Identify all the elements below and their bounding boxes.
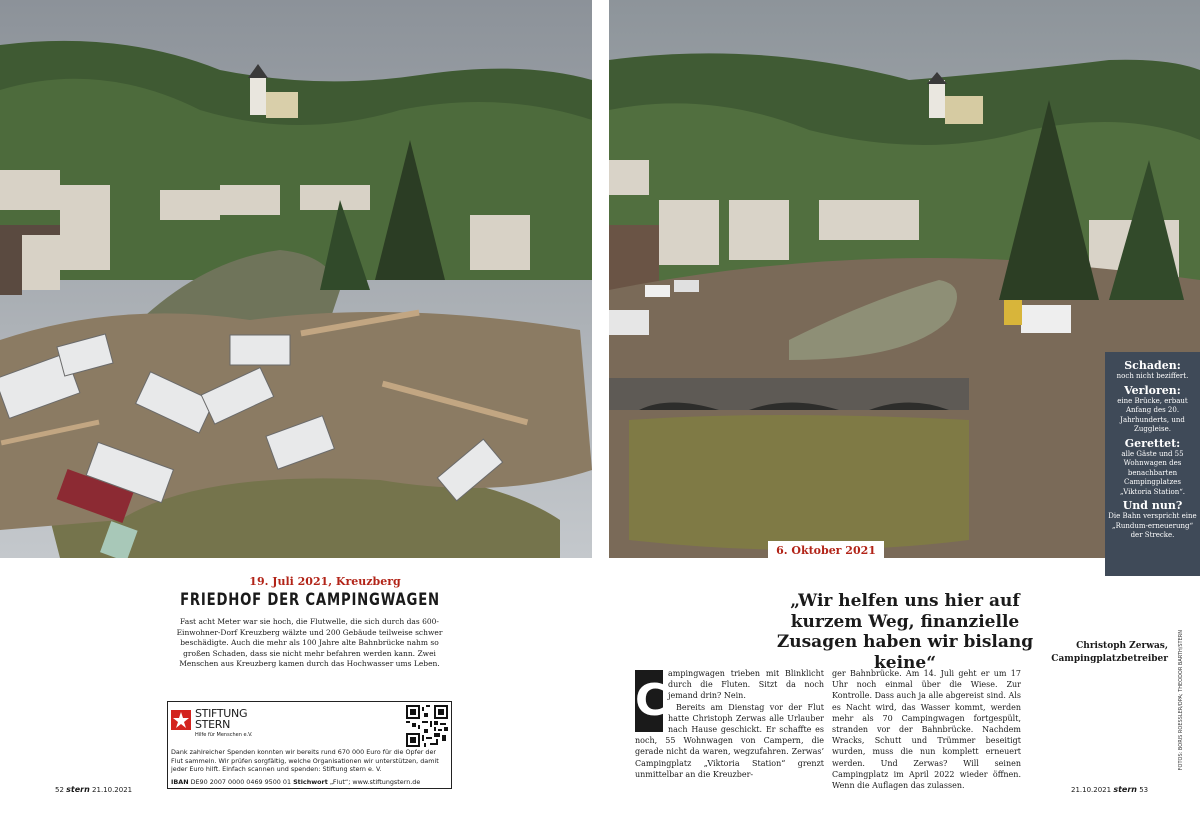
fact-text: alle Gäste und 55 Wohnwagen des benachbarten Campingplatzes „Viktoria Station“.: [1119, 449, 1186, 496]
fact-text: Die Bahn verspricht eine „Rundum-erneuerung“ der Strecke.: [1108, 512, 1197, 539]
drop-cap: C: [635, 670, 663, 732]
star-icon: [171, 710, 191, 730]
pull-quote: „Wir helfen uns hier auf kurzem Weg, finanzielle Zusagen haben wir bislang keine“: [776, 591, 1034, 673]
folio-right: [1071, 785, 1148, 794]
magazine-name: stern: [1113, 785, 1137, 794]
folio-left: [55, 785, 132, 794]
iban-label: IBAN: [171, 778, 189, 786]
fact-heading: Verloren:: [1124, 383, 1181, 397]
left-body-text: Fast acht Meter war sie hoch, die Flutwelle, die sich durch das 600-Einwohner-Dorf Kreuzberg wälzte und 200 Gebäude teilweise schwer beschädigte. Auch die mehr als 100 Jahre alte Bahnbrücke nahm so großen Schaden, dass sie nicht mehr befahren werden kann. Zwei Menschen aus Kreuzberg kamen durch das Hochwasser ums Leben.: [176, 617, 443, 668]
donation-bank-details: [171, 778, 450, 787]
paragraph: Bereits am Dienstag vor der Flut hatte Christoph Zerwas alle Urlauber nach Hause geschickt. Er schaffte es noch, 55 Wohnwagen von Campern, die gerade nicht da waren, wegzufahren. Zerwas’ Campingplatz „Viktoria Station“ grenzt unmittelbar an die Kreuzber-: [635, 702, 824, 779]
photo-credit-text: FOTOS: BORIS ROESSLER/DPA; THEODOR BARTH/STERN: [1178, 630, 1184, 771]
fact-text: noch nicht beziffert.: [1116, 372, 1189, 380]
keyword-label: Stichwort: [293, 778, 328, 786]
issue-date: 21.10.2021: [92, 786, 133, 794]
left-date-line: 19. Juli 2021, Kreuzberg: [249, 575, 401, 588]
logo-tagline: Hilfe für Menschen e.V.: [195, 732, 253, 738]
iban-value: DE90 2007 0000 0469 9500 01: [190, 778, 292, 786]
logo-name: STIFTUNG STERN: [195, 707, 248, 731]
paragraph: ger Bahnbrücke. Am 14. Juli geht er um 17 Uhr noch einmal über die Wiese. Zur Kontrolle. Dass auch ja alle abgereist sind. Als es Nacht wird, das Wasser kommt, werden mehr als 70 Campingwagen fortgespült, stranden vor der Bahnbrücke. Nachdem Wracks, Schutt und Trümmer beseitigt wurden, muss die nun komplett erneuert werden. Und Zerwas? Will seinen Campingplatz im April 2022 wieder öffnen. Wenn die Auflagen das zulassen.: [832, 669, 1021, 791]
keyword-value: „Flut“; www.stiftungstern.de: [329, 778, 421, 786]
stiftung-stern-logo: [171, 708, 281, 738]
magazine-name: stern: [66, 785, 90, 794]
fact-heading: Und nun?: [1122, 499, 1183, 512]
photo-date-badge: 6. Oktober 2021: [768, 541, 884, 561]
fact-text: eine Brücke, erbaut Anfang des 20. Jahrhunderts, und Zuggleise.: [1117, 396, 1188, 433]
fact-heading: Schaden:: [1124, 359, 1181, 372]
paragraph: ampingwagen trieben mit Blinklicht durch die Fluten. Sitzt da noch jemand drin? Nein.: [668, 669, 824, 701]
fact-heading: Gerettet:: [1124, 436, 1181, 450]
issue-date: 21.10.2021: [1071, 786, 1112, 794]
quote-author-name: Christoph Zerwas,: [1076, 641, 1168, 651]
page-number: 53: [1139, 786, 1149, 794]
left-headline: FRIEDHOF DER CAMPINGWAGEN: [180, 590, 440, 610]
qr-code-icon[interactable]: [406, 705, 448, 747]
fact-box: [1105, 352, 1200, 576]
article-column-2: [832, 668, 1021, 791]
donation-box: [167, 701, 452, 789]
photo-credit: [1178, 630, 1188, 800]
flood-photo-kreuzberg-july: [0, 0, 592, 558]
quote-author-role: Campingplatzbetreiber: [1051, 654, 1168, 664]
donation-text: Dank zahlreicher Spenden konnten wir bereits rund 670 000 Euro für die Opfer der Flut sammeln. Wir prüfen sorgfältig, welche Organisationen wir unterstützen, damit jeder Euro hilft. Einfach scannen und spenden: Stiftung stern e. V.: [171, 748, 439, 773]
article-column-1: [635, 668, 824, 780]
page-number: 52: [55, 786, 64, 794]
quote-attribution: [1036, 640, 1168, 666]
